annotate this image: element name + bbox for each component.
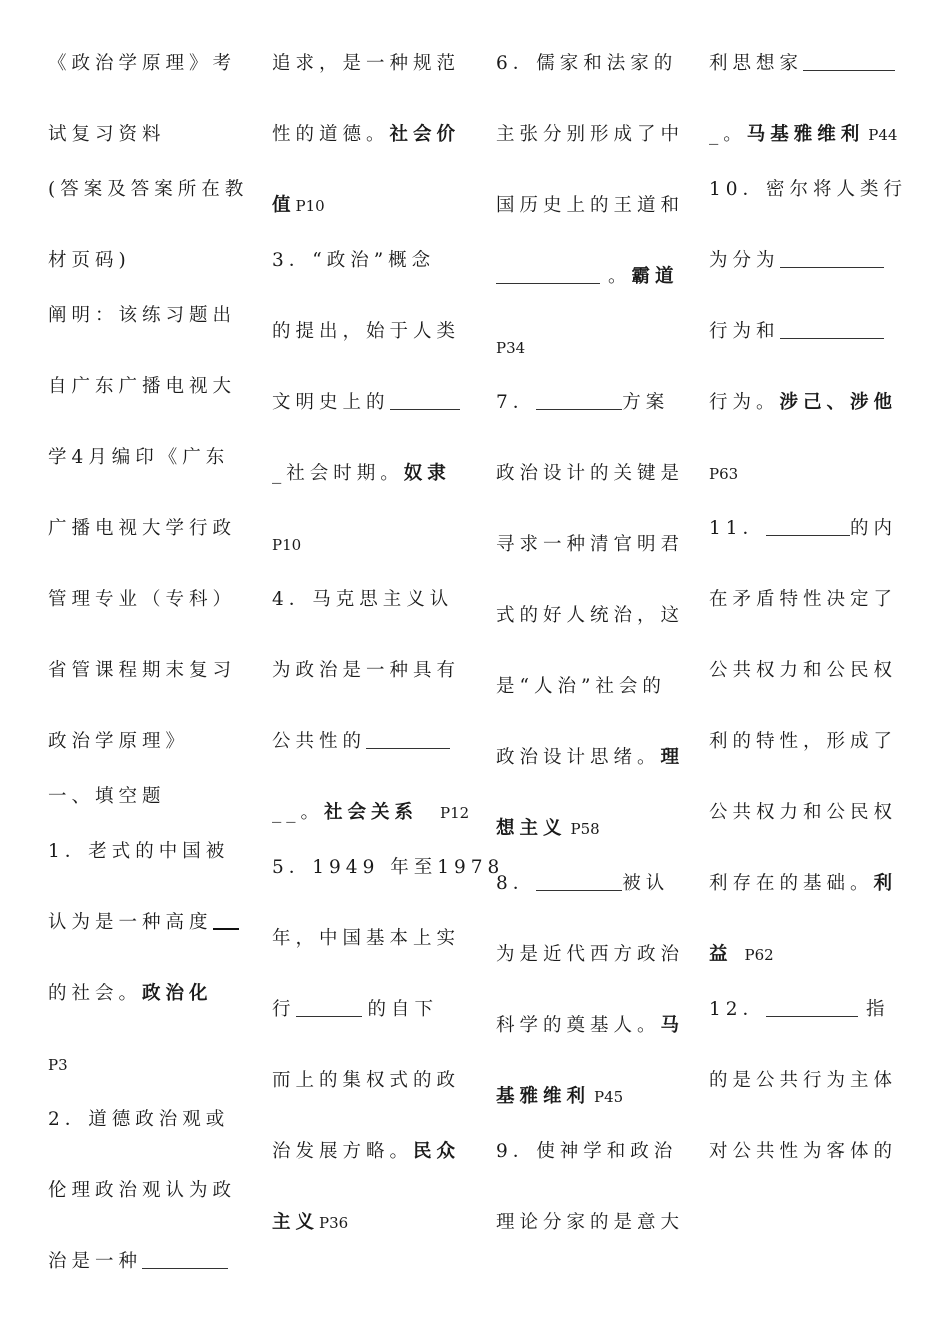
question-6-line-2: 主张分别形成了中 <box>496 124 685 145</box>
page-ref-text: P62 <box>744 946 774 964</box>
question-9-line-1: 9．使神学和政治 <box>496 1141 678 1162</box>
question-7-line-2: 政治设计的关键是 <box>496 463 685 484</box>
page-ref <box>272 527 467 562</box>
answer-text: 理 <box>660 747 685 768</box>
question-6-line-1: 6．儒家和法家的 <box>496 53 678 74</box>
question-8-line-4 <box>496 1079 691 1114</box>
page-ref-text: P45 <box>594 1088 624 1106</box>
question-8-text: 8． <box>496 873 537 894</box>
question-8-text: 科学的奠基人。 <box>496 1015 661 1036</box>
question-5-text: 治发展方略。 <box>272 1141 414 1162</box>
question-5-line-4: 而上的集权式的政 <box>272 1070 461 1091</box>
answer-text: 奴隶 <box>403 463 451 484</box>
preface-line-2: 自广东广播电视大 <box>48 376 237 397</box>
page-ref <box>709 456 909 491</box>
question-4-text: 公共性的 <box>272 731 367 752</box>
page-ref-text: P63 <box>709 465 739 483</box>
preface-line-7: 政治学原理》 <box>48 731 190 752</box>
question-10-line-4 <box>709 385 909 420</box>
answer-text: 值 <box>272 195 296 216</box>
answer-text: 想主义 <box>496 818 567 839</box>
preface-line-1: 阐明：该练习题出 <box>48 305 237 326</box>
page-ref-text: P36 <box>319 1214 349 1232</box>
answer-blank <box>766 515 850 536</box>
answer-blank <box>780 247 884 268</box>
answer-text: 益 <box>709 944 733 965</box>
page-ref-text: P10 <box>295 197 325 215</box>
question-12-text: 12． <box>709 999 767 1020</box>
answer-text: 马基雅维利 <box>746 124 865 145</box>
question-1-line-3 <box>48 976 248 1011</box>
question-7-line-7 <box>496 811 691 846</box>
question-5-line-3 <box>272 992 467 1027</box>
column-2 <box>272 46 505 1240</box>
answer-blank <box>142 1248 228 1269</box>
question-2-line-6 <box>272 188 467 223</box>
question-7-line-3: 寻求一种清官明君 <box>496 534 685 555</box>
answer-text: 利 <box>873 873 898 894</box>
answer-blank <box>296 996 362 1017</box>
question-1-line-2 <box>48 905 248 940</box>
preface-line-4: 广播电视大学行政 <box>48 518 237 539</box>
question-4-line-2: 为政治是一种具有 <box>272 660 461 681</box>
question-9-text: _。 <box>709 124 747 145</box>
question-3-text: _社会时期。 <box>272 463 404 484</box>
question-7-text: 政治设计思绪。 <box>496 747 661 768</box>
question-4-text: __。 <box>272 802 325 823</box>
answer-blank <box>213 908 239 930</box>
question-2-line-4: 追求，是一种规范 <box>272 53 461 74</box>
title-note-line-1: (答案及答案所在教 <box>48 179 249 200</box>
question-1-line-1: 1．老式的中国被 <box>48 841 230 862</box>
question-10-text: 为分为 <box>709 250 780 271</box>
question-2-line-2: 伦理政治观认为政 <box>48 1180 237 1201</box>
title-note-line-2: 材页码) <box>48 250 131 271</box>
question-2-text: 性的道德。 <box>272 124 390 145</box>
question-1-text: 认为是一种高度 <box>48 912 213 933</box>
answer-blank <box>536 389 622 410</box>
column-1 <box>48 46 248 1279</box>
question-11-line-2: 在矛盾特性决定了 <box>709 589 898 610</box>
question-12-line-3: 对公共性为客体的 <box>709 1141 898 1162</box>
question-2-text: 治是一种 <box>48 1251 143 1272</box>
question-11-line-6 <box>709 866 909 901</box>
page-ref-text: P34 <box>496 339 526 357</box>
question-11-text: 11． <box>709 518 767 539</box>
question-2-line-5 <box>272 117 467 152</box>
question-6-line-3: 国历史上的王道和 <box>496 195 685 216</box>
answer-text: 民众 <box>413 1141 461 1162</box>
question-6-text: 。 <box>608 266 632 287</box>
answer-text: 政治化 <box>142 983 213 1004</box>
question-8-line-1 <box>496 866 691 901</box>
answer-text: 基雅维利 <box>496 1086 591 1107</box>
answer-blank <box>803 50 895 71</box>
answer-blank <box>496 263 600 284</box>
question-2-line-1: 2．道德政治观或 <box>48 1109 230 1130</box>
question-7-line-5: 是“人治”社会的 <box>496 676 666 697</box>
question-11-text: 的内 <box>850 518 898 539</box>
question-5-line-1: 5．1949 年至1978 <box>272 857 505 878</box>
question-5-line-2: 年，中国基本上实 <box>272 928 461 949</box>
question-8-line-3 <box>496 1008 691 1043</box>
question-4-line-4 <box>272 795 470 830</box>
question-7-text: 7． <box>496 392 537 413</box>
question-4-line-1: 4．马克思主义认 <box>272 589 454 610</box>
question-3-line-2: 的提出，始于人类 <box>272 321 461 342</box>
question-6-line-4 <box>496 259 691 294</box>
question-9-line-3 <box>709 46 909 81</box>
page-ref <box>496 330 691 365</box>
question-8-line-2: 为是近代西方政治 <box>496 944 685 965</box>
question-5-line-5 <box>272 1134 467 1169</box>
page-ref-text: P10 <box>272 536 302 554</box>
question-2-line-3 <box>48 1244 248 1279</box>
answer-blank <box>366 728 450 749</box>
page-ref <box>48 1047 248 1082</box>
question-5-line-6 <box>272 1205 467 1240</box>
column-3 <box>496 46 691 1240</box>
question-8-text: 被认 <box>622 873 670 894</box>
question-9-line-2: 理论分家的是意大 <box>496 1212 685 1233</box>
question-3-text: 文明史上的 <box>272 392 390 413</box>
question-10-line-1: 10．密尔将人类行 <box>709 179 908 200</box>
question-10-line-3 <box>709 314 909 349</box>
question-9-line-4 <box>709 117 909 152</box>
question-12-text: 指 <box>866 999 890 1020</box>
question-7-line-4: 式的好人统治，这 <box>496 605 685 626</box>
question-9-text: 利思想家 <box>709 53 804 74</box>
answer-blank <box>780 318 884 339</box>
question-3-line-1: 3．“政治”概念 <box>272 250 436 271</box>
answer-text: 马 <box>660 1015 685 1036</box>
answer-text: 社会价 <box>389 124 461 145</box>
page-ref-text: P12 <box>440 804 470 822</box>
answer-blank <box>766 996 858 1017</box>
page-ref-text: P3 <box>48 1056 68 1074</box>
answer-text: 涉己、涉他 <box>779 392 898 413</box>
answer-text: 社会关系 <box>324 802 419 823</box>
question-12-line-1 <box>709 992 909 1027</box>
question-5-text: 的自下 <box>367 999 439 1020</box>
answer-blank <box>536 870 622 891</box>
question-11-line-3: 公共权力和公民权 <box>709 660 898 681</box>
question-7-line-1 <box>496 385 691 420</box>
question-10-line-2 <box>709 243 909 278</box>
question-3-line-3 <box>272 385 467 420</box>
question-11-line-1 <box>709 511 909 546</box>
preface-line-6: 省管课程期末复习 <box>48 660 237 681</box>
question-11-line-7 <box>709 937 909 972</box>
question-11-line-5: 公共权力和公民权 <box>709 802 898 823</box>
question-7-text: 方案 <box>622 392 670 413</box>
question-12-line-2: 的是公共行为主体 <box>709 1070 898 1091</box>
title-line-1: 《政治学原理》考 <box>48 53 237 74</box>
section-heading: 一、填空题 <box>48 786 166 807</box>
column-4 <box>709 46 909 1169</box>
question-3-line-4 <box>272 456 467 491</box>
question-11-text: 利存在的基础。 <box>709 873 874 894</box>
page-ref-text: P58 <box>570 820 600 838</box>
question-5-text: 行 <box>272 999 296 1020</box>
preface-line-3: 学4月编印《广东 <box>48 447 230 468</box>
page-ref-text: P44 <box>868 126 898 144</box>
answer-blank <box>390 389 460 410</box>
question-1-text: 的社会。 <box>48 983 143 1004</box>
answer-text: 霸道 <box>631 266 679 287</box>
question-10-text: 行为。 <box>709 392 780 413</box>
question-4-line-3 <box>272 724 467 759</box>
question-11-line-4: 利的特性，形成了 <box>709 731 898 752</box>
question-10-text: 行为和 <box>709 321 780 342</box>
answer-text: 主义 <box>272 1212 320 1233</box>
question-7-line-6 <box>496 740 691 775</box>
preface-line-5: 管理专业（专科） <box>48 589 237 610</box>
title-line-2: 试复习资料 <box>48 124 166 145</box>
